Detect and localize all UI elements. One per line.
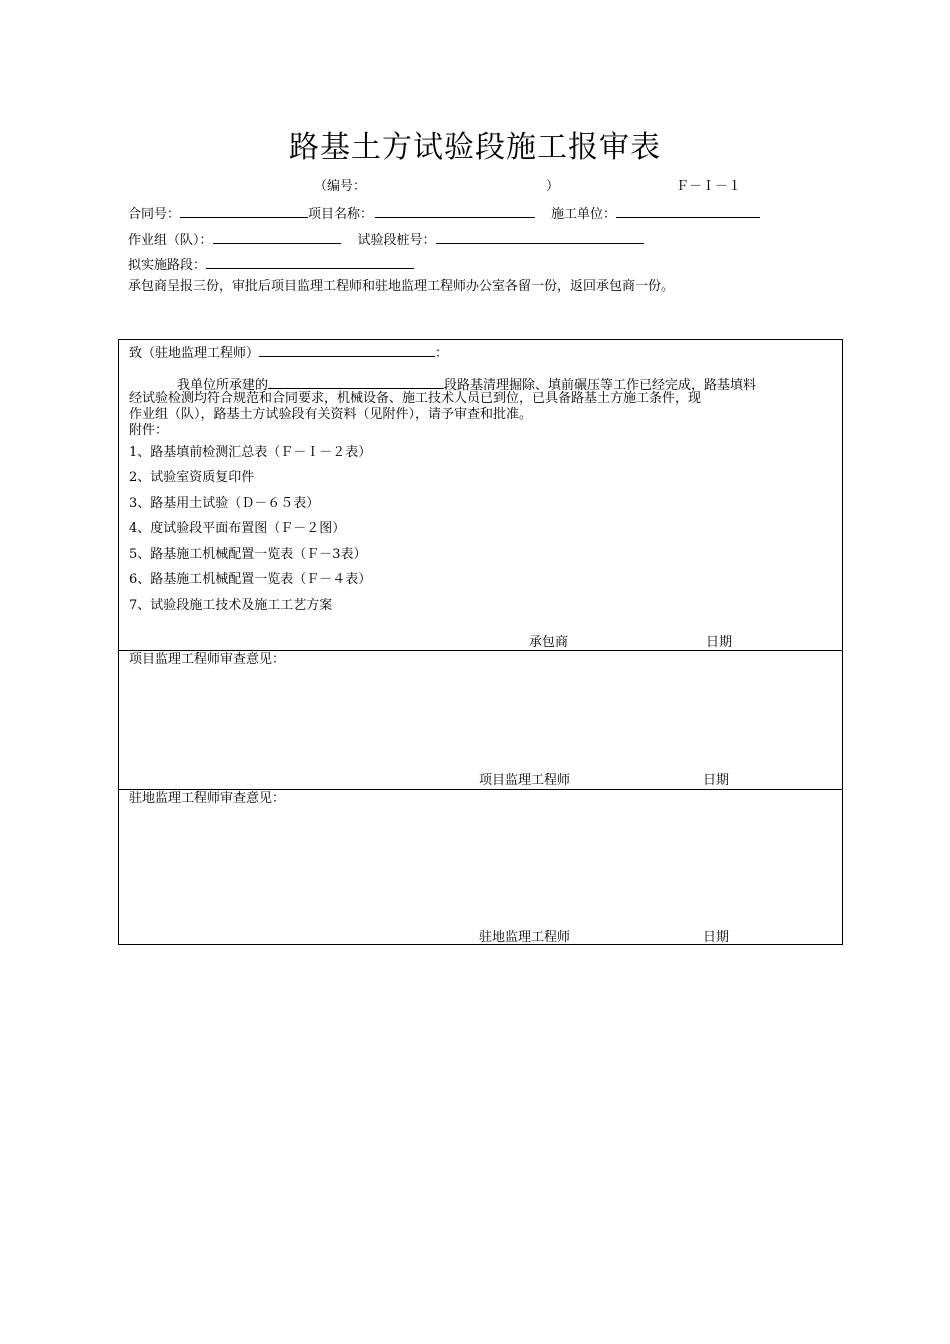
project-label: 项目名称：	[308, 207, 374, 222]
attachment-item: 4、度试验段平面布置图（Ｆ－２图）	[129, 521, 346, 536]
project-engineer-opinion: 项目监理工程师审查意见：	[129, 652, 286, 667]
section-label: 拟实施路段：	[128, 258, 207, 273]
form-code: Ｆ－Ｉ－１	[676, 179, 742, 194]
unit-field[interactable]	[616, 205, 760, 218]
body-start: 我单位所承建的	[177, 378, 269, 393]
to-line	[129, 344, 448, 360]
contract-label: 合同号：	[128, 207, 181, 222]
attachment-item: 7、试验段施工技术及施工工艺方案	[129, 598, 333, 613]
resident-engineer-opinion: 驻地监理工程师审查意见：	[129, 791, 286, 806]
body-line1-end: 段路基清理掘除、填前碾压等工作已经完成，路基填料	[444, 378, 757, 393]
unit-label: 施工单位：	[551, 207, 617, 222]
section-name-field[interactable]	[268, 376, 444, 389]
document-title: 路基土方试验段施工报审表	[289, 130, 661, 165]
project-field[interactable]	[375, 205, 535, 218]
attachment-item: 5、路基施工机械配置一览表（Ｆ－3表）	[129, 547, 367, 562]
to-label: 致（驻地监理工程师）	[129, 346, 260, 361]
approval-table	[118, 339, 843, 945]
number-close: ）	[546, 179, 560, 194]
team-label: 作业组（队）：	[128, 233, 213, 248]
number-open: （编号：	[314, 179, 367, 194]
engineer-name-field[interactable]	[259, 344, 435, 357]
attachments-label: 附件：	[129, 423, 169, 438]
attachment-item: 3、路基用土试验（Ｄ－６５表）	[129, 496, 320, 511]
station-field[interactable]	[436, 231, 644, 244]
station-label: 试验段桩号：	[357, 233, 436, 248]
body-line-3: 作业组（队），路基土方试验段有关资料（见附件），请予审查和批准。	[129, 407, 533, 422]
body-line-2: 经试验检测均符合规范和合同要求，机械设备、施工技术人员已到位，已具备路基土方施工条件，现	[129, 391, 702, 406]
section-field[interactable]	[206, 256, 414, 269]
contract-field[interactable]	[180, 205, 308, 218]
team-field[interactable]	[213, 231, 341, 244]
team-row	[128, 231, 644, 247]
row-divider	[119, 789, 842, 790]
project-engineer-signature-label: 项目监理工程师	[479, 773, 571, 788]
contractor-signature-label: 承包商	[529, 635, 569, 650]
contract-row	[128, 205, 760, 221]
row-divider	[119, 650, 842, 651]
attachment-item: 6、路基施工机械配置一览表（Ｆ－４表）	[129, 572, 372, 587]
attachment-item: 1、路基填前检测汇总表（Ｆ－Ｉ－２表）	[129, 445, 372, 460]
body-line-1	[177, 376, 756, 392]
project-engineer-date-label: 日期	[703, 773, 730, 788]
attachment-item: 2、试验室资质复印件	[129, 470, 255, 485]
resident-engineer-signature-label: 驻地监理工程师	[479, 930, 571, 945]
copies-note: 承包商呈报三份，审批后项目监理工程师和驻地监理工程师办公室各留一份，返回承包商一份。	[128, 279, 675, 294]
section-row	[128, 256, 414, 272]
contractor-date-label: 日期	[706, 635, 733, 650]
to-colon: ：	[435, 346, 449, 361]
resident-engineer-date-label: 日期	[703, 930, 730, 945]
